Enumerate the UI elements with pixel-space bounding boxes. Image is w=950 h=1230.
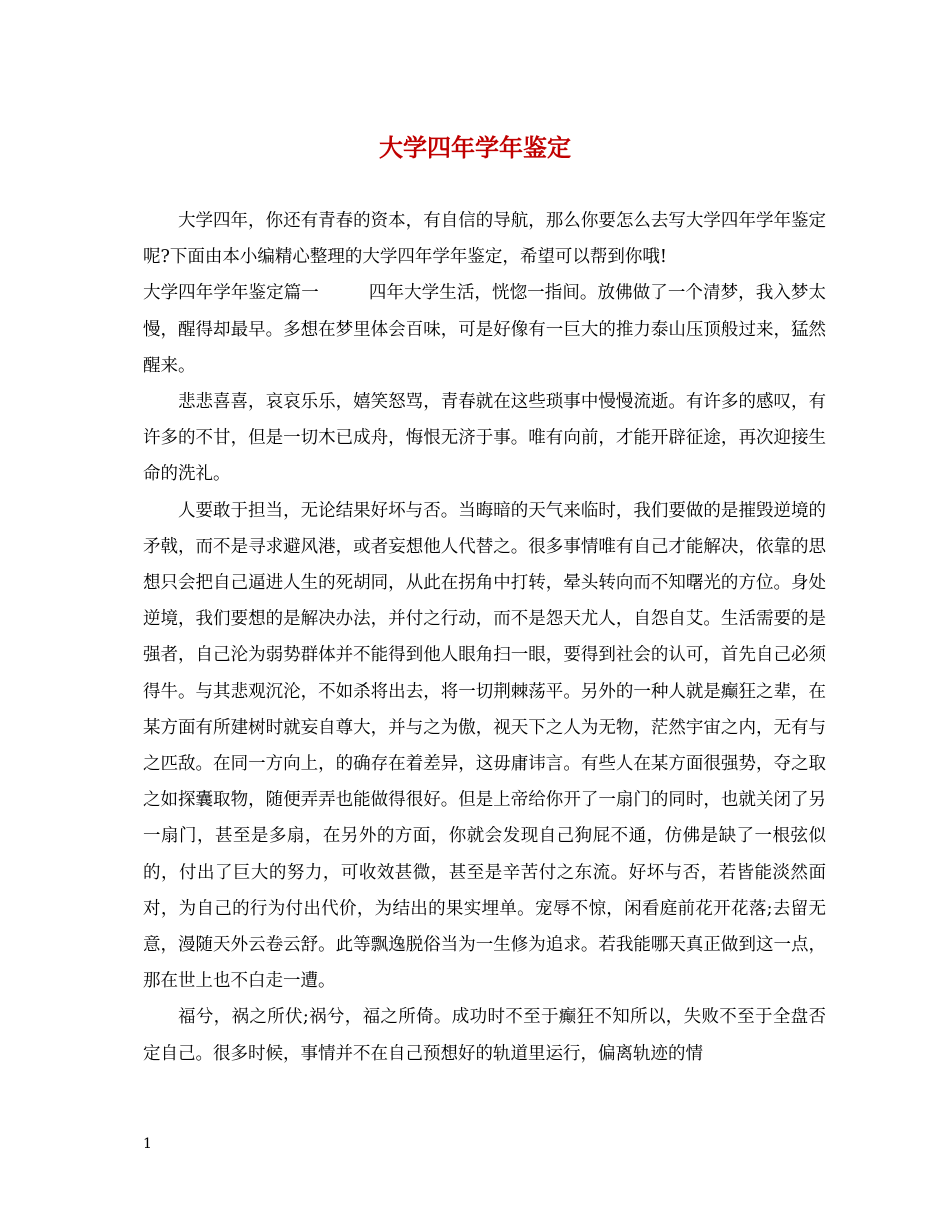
page-number: 1 [143,1136,152,1152]
document-body [143,203,826,1072]
document-title: 大学四年学年鉴定 [379,133,571,162]
paragraph-youth: 悲悲喜喜，哀哀乐乐，嬉笑怒骂，青春就在这些琐事中慢慢流逝。有许多的感叹，有许多的不甘，但是一切木已成舟，悔恨无济于事。唯有向前，才能开辟征途，再次迎接生命的洗礼。 [143,392,826,485]
paragraph-responsibility: 人要敢于担当，无论结果好坏与否。当晦暗的天气来临时，我们要做的是摧毁逆境的矛戟，而不是寻求避风港，或者妄想他人代替之。很多事情唯有自己才能解决，依靠的思想只会把自己逼进人生的死胡同，从此在拐角中打转，晕头转向而不知曙光的方位。身处逆境，我们要想的是解决办法，并付之行动，而不是怨天尤人，自怨自艾。生活需要的是强者，自己沦为弱势群体并不能得到他人眼角扫一眼，要得到社会的认可，首先自己必须得牛。与其悲观沉沦，不如杀将出去，将一切荆棘荡平。另外的一种人就是癫狂之辈，在某方面有所建树时就妄自尊大，并与之为傲，视天下之人为无物，茫然宇宙之内，无有与之匹敌。在同一方向上，的确存在着差异，这毋庸讳言。有些人在某方面很强势，夺之取之如探囊取物，随便弄弄也能做得很好。但是上帝给你开了一扇门的同时，也就关闭了另一扇门，甚至是多扇，在另外的方面，你就会发现自己狗屁不通，仿佛是缺了一根弦似的，付出了巨大的努力，可收效甚微，甚至是辛苦付之东流。好坏与否，若皆能淡然面对，为自己的行为付出代价，为结出的果实埋单。宠辱不惊，闲看庭前花开花落;去留无意，漫随天外云卷云舒。此等飘逸脱俗当为一生修为追求。若我能哪天真正做到这一点，那在世上也不白走一遭。 [143,500,826,992]
section-heading: 大学四年学年鉴定篇一 [143,283,319,304]
paragraph-section-one [143,275,826,384]
section-text: 四年大学生活，恍惚一指间。放佛做了一个清梦，我入梦太慢，醒得却最早。多想在梦里体会百味，可是好像有一巨大的推力泰山压顶般过来，猛然醒来。 [143,283,827,376]
paragraph-intro: 大学四年，你还有青春的资本，有自信的导航，那么你要怎么去写大学四年学年鉴定呢?下面由本小编精心整理的大学四年学年鉴定，希望可以帮到你哦! [143,211,826,268]
paragraph-fortune: 福兮，祸之所伏;祸兮，福之所倚。成功时不至于癫狂不知所以，失败不至于全盘否定自己。很多时候，事情并不在自己预想好的轨道里运行，偏离轨迹的情 [143,1007,826,1064]
